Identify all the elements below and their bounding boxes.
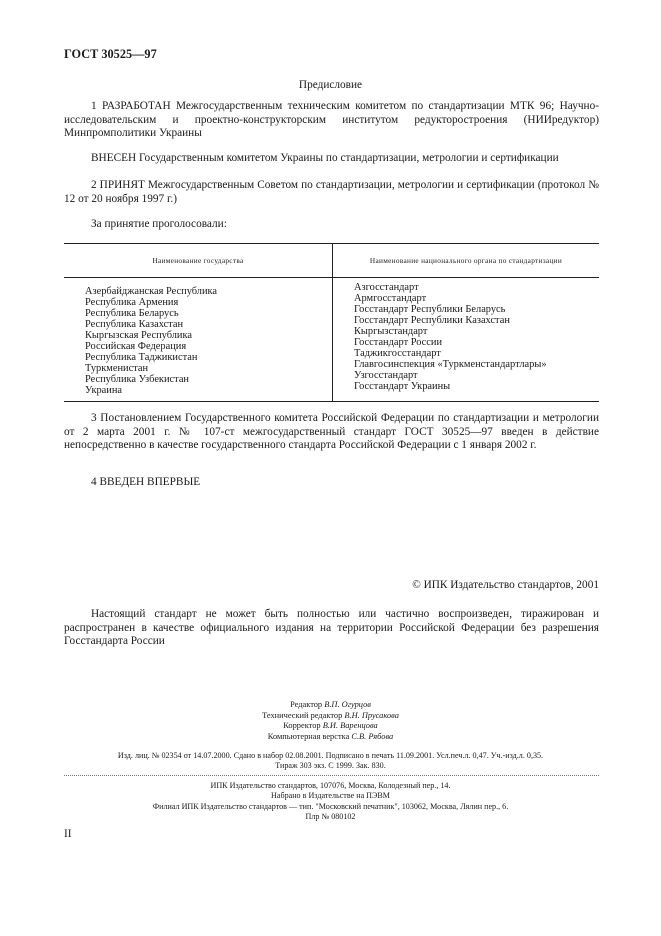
item-4-first-introduced: 4 ВВЕДЕН ВПЕРВЫЕ <box>91 476 201 488</box>
imprint-line: Изд. лиц. № 02354 от 14.07.2000. Сдано в набор 02.08.2001. Подписано в печать 11.09.2001. Усл.печ.л. 0,47. Уч.-изд.л. 0,35. <box>117 751 544 760</box>
body-item: Таджикгосстандарт <box>354 348 441 359</box>
body-item: Узгосстандарт <box>354 370 418 381</box>
submitted-by: ВНЕСЕН Государственным комитетом Украины по стандартизации, метрологии и сертификации <box>91 152 559 164</box>
voted-label: За принятие проголосовали: <box>91 218 227 230</box>
page-number: II <box>64 828 72 840</box>
credit-corrector <box>0 721 661 732</box>
body-item: Госстандарт Республики Беларусь <box>354 304 506 315</box>
body-item: Кыргызстандарт <box>354 326 428 337</box>
state-item: Российская Федерация <box>85 341 187 352</box>
states-list <box>64 278 333 402</box>
credit-name: В.Н. Прусакова <box>344 710 399 720</box>
credit-name: В.П. Огурцов <box>324 700 371 709</box>
publisher-line: Набрано в Издательстве на ПЭВМ <box>271 791 390 801</box>
col-header-state: Наименование государства <box>64 244 333 278</box>
credit-layout <box>0 732 661 743</box>
credit-name: В.И. Варенцова <box>322 721 378 731</box>
body-item: Госстандарт Украины <box>354 381 451 392</box>
state-item: Украина <box>85 385 123 396</box>
document-header: ГОСТ 30525—97 <box>64 47 157 61</box>
credit-label: Компьютерная верстка <box>267 731 350 741</box>
state-item: Республика Таджикистан <box>85 352 198 363</box>
item-2-adopted: 2 ПРИНЯТ Межгосударственным Советом по стандартизации, метрологии и сертификации (протокол № 12 от 20 ноября 1997 г.) <box>64 179 599 205</box>
body-item: Армгосстандарт <box>354 293 427 304</box>
state-item: Кыргызская Республика <box>85 330 192 341</box>
publisher-line: Филиал ИПК Издательство стандартов — тип. "Московский печатник", 103062, Москва, Лялин пер., 6. <box>152 801 509 811</box>
publisher-line: ИПК Издательство стандартов, 107076, Москва, Колодезный пер., 14. <box>210 781 451 790</box>
item-3-enacted: 3 Постановлением Государственного комитета Российской Федерации по стандартизации и метрологии от 2 марта 2001 г. № 107-ст межгосударственный стандарт ГОСТ 30525—97 введен в действие непосредственно в качестве государственного стандарта Российской Федерации с 1 января 2002 г. <box>64 412 599 452</box>
imprint-block <box>0 751 661 772</box>
state-item: Туркменистан <box>85 363 149 374</box>
reproduction-notice: Настоящий стандарт не может быть полностью или частично воспроизведен, тиражирован и распространен в качестве официального издания на территории Российской Федерации без разрешения Госстандарта России <box>64 608 599 648</box>
credit-editor <box>0 700 661 711</box>
voting-table <box>64 243 599 402</box>
imprint-line: Тираж 303 экз. С 1999. Зак. 830. <box>275 761 386 771</box>
item-1-developed: 1 РАЗРАБОТАН Межгосударственным техническим комитетом по стандартизации МТК 96; Научно-исследовательским и проектно-конструкторским институтом редукторостроения (НИИредуктор) Минпромполитики Украины <box>64 100 599 140</box>
credit-tech-editor <box>0 711 661 722</box>
publisher-line: Плр № 080102 <box>305 812 356 822</box>
state-item: Республика Армения <box>85 297 179 308</box>
state-item: Азербайджанская Республика <box>85 286 218 297</box>
credit-name: С.В. Рябова <box>351 731 394 741</box>
foreword-title: Предисловие <box>298 79 363 91</box>
bodies-list <box>333 278 600 402</box>
body-item: Госстандарт Республики Казахстан <box>354 315 510 326</box>
credit-label: Редактор <box>290 700 323 709</box>
body-item: Госстандарт России <box>354 337 443 348</box>
body-item: Главгосинспекция «Туркменстандартлары» <box>354 359 547 370</box>
divider <box>64 775 599 776</box>
credit-label: Корректор <box>283 721 321 731</box>
copyright: © ИПК Издательство стандартов, 2001 <box>412 579 599 591</box>
publisher-block <box>0 781 661 823</box>
state-item: Республика Казахстан <box>85 319 184 330</box>
col-header-body: Наименование национального органа по стандартизации <box>333 244 600 278</box>
credit-label: Технический редактор <box>262 710 343 720</box>
state-item: Республика Узбекистан <box>85 374 189 385</box>
credits-block <box>0 700 661 742</box>
body-item: Азгосстандарт <box>354 282 419 293</box>
state-item: Республика Беларусь <box>85 308 179 319</box>
